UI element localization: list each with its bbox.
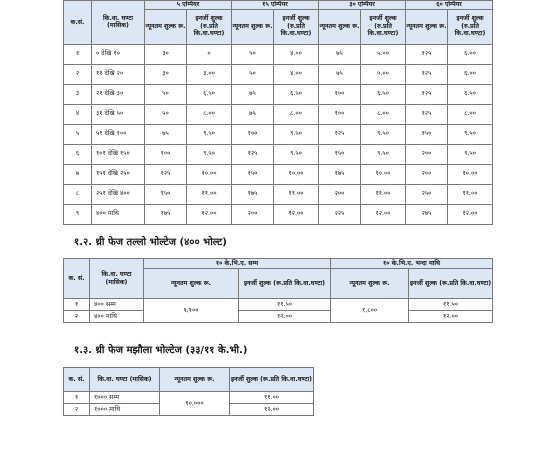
sn-cell: २ [64,404,90,416]
energy-charge-header: इनर्जी शुल्क (रु.प्रति कि.वा.घण्टा) [187,9,232,44]
min-charge-header: न्यूनतम शुल्क रू. [144,269,239,299]
kwh-cell: ५१ देखि १०० [92,124,145,144]
min-charge-cell: ५० [145,84,187,104]
energy-charge-cell: १०.०० [448,164,493,184]
min-charge-cell: ७५ [319,44,361,64]
energy-charge-cell: ६.५० [361,84,406,104]
kwh-cell: ४०० माथि [90,311,144,323]
min-charge-cell: १५० [145,184,187,204]
sn-cell: २ [64,311,90,323]
energy-charge-cell: ८.०० [361,104,406,124]
table-row [64,164,493,184]
min-charge-header: न्यूनतम शुल्क रू. [406,9,448,44]
min-charge-header: न्यूनतम शुल्क रू. [160,368,230,392]
min-charge-cell: १०० [319,104,361,124]
kwh-header: कि.वा. घण्टा (मासिक) [90,368,160,392]
sn-cell: ३ [64,84,92,104]
energy-charge-cell: ६.०० [448,44,493,64]
energy-charge-cell: ११.०० [230,392,314,404]
energy-charge-cell: १०.०० [274,164,319,184]
table-row [64,184,493,204]
min-charge-cell: १०० [145,144,187,164]
kwh-cell: ४०० माथि [92,204,145,224]
energy-charge-cell: ९.५० [274,144,319,164]
min-charge-cell: १०० [232,124,274,144]
sn-cell: २ [64,64,92,84]
energy-charge-cell: १२.०० [187,204,232,224]
min-charge-header: न्यूनतम शुल्क रू. [232,9,274,44]
group-header-15a: १५ एम्पियर [232,1,319,10]
energy-charge-cell: ११.०० [187,184,232,204]
min-charge-cell: १२५ [406,84,448,104]
energy-charge-header: इनर्जी शुल्क (रू.प्रति कि.वा.घण्टा) [239,269,331,299]
energy-charge-cell: ६.०० [448,64,493,84]
kwh-cell: २१ देखि ३० [92,84,145,104]
sn-cell: ८ [64,184,92,204]
energy-charge-cell: ११.५० [409,299,493,311]
energy-charge-cell: ८.०० [274,104,319,124]
section-title-medium-voltage: १.३. थ्री फेज मझौला भोल्टेज (३३/११ के.भी.) [74,345,248,356]
energy-charge-header: इनर्जी शुल्क (रु.प्रति कि.वा.घण्टा) [361,9,406,44]
section-title-low-voltage: १.२. थ्री फेज तल्लो भोल्टेज (४०० भोल्ट) [74,237,227,248]
energy-charge-cell: ९.५० [187,144,232,164]
table-row [64,144,493,164]
min-charge-cell: ५० [232,44,274,64]
kwh-cell: २५१ देखि ४०० [92,184,145,204]
min-charge-cell: १५० [406,124,448,144]
energy-charge-cell: १२.०० [239,311,331,323]
energy-charge-cell: ३.०० [187,64,232,84]
min-charge-header: न्यूनतम शुल्क रू. [319,9,361,44]
energy-charge-cell: ८.०० [448,104,493,124]
energy-charge-cell: ४.०० [274,44,319,64]
tariff-table-medium-voltage [63,367,314,416]
min-charge-cell: २०० [406,164,448,184]
min-charge-cell: ७५ [232,104,274,124]
min-charge-cell: १२५ [145,164,187,184]
energy-charge-cell: ११.०० [361,184,406,204]
min-charge-cell: १०० [319,84,361,104]
energy-charge-cell: १२.०० [448,204,493,224]
min-charge-cell: २२५ [319,204,361,224]
min-charge-header: न्यूनतम शुल्क रू. [331,269,409,299]
energy-charge-cell: ६.५० [187,84,232,104]
energy-charge-cell: १०.०० [361,164,406,184]
energy-charge-cell: ४.०० [274,64,319,84]
table-row [64,64,493,84]
energy-charge-cell: ११.५० [239,299,331,311]
energy-charge-cell: ९.५० [448,144,493,164]
table-row [64,124,493,144]
energy-charge-cell: ११.०० [274,184,319,204]
energy-charge-cell: १०.०० [187,164,232,184]
energy-charge-cell: ९.५० [187,124,232,144]
table-row [64,299,493,311]
min-charge-cell: १२५ [406,44,448,64]
min-charge-cell: ७५ [319,64,361,84]
group-header-60a: ६० एम्पियर [406,1,493,10]
min-charge-cell: १२५ [319,124,361,144]
group-header-30a: ३० एम्पियर [319,1,406,10]
kwh-header: कि.वा. घण्टा (मासिक) [92,1,145,45]
min-charge-cell: २५० [406,184,448,204]
sn-cell: १ [64,392,90,404]
min-charge-cell: ५० [232,64,274,84]
energy-charge-cell: ८.०० [187,104,232,124]
min-charge-cell: ५० [145,104,187,124]
min-charge-cell: १०,००० [160,392,230,416]
min-charge-cell: १२५ [232,144,274,164]
min-charge-cell: ७५ [145,124,187,144]
table-row [64,84,493,104]
kwh-cell: ० देखि १० [92,44,145,64]
energy-charge-cell: १२.०० [409,311,493,323]
kwh-cell: ४०० सम्म [90,299,144,311]
tariff-table-single-phase [63,0,493,225]
min-charge-cell: १५० [319,144,361,164]
energy-charge-header: इनर्जी शुल्क (रु.प्रति कि.वा.घण्टा) [274,9,319,44]
min-charge-cell: १२५ [406,104,448,124]
min-charge-cell: ३० [145,44,187,64]
kwh-cell: ११ देखि २० [92,64,145,84]
sn-cell: ४ [64,104,92,124]
kwh-header: कि.वा. घण्टा (मासिक) [90,259,144,299]
energy-charge-cell: ६.५० [448,84,493,104]
energy-charge-cell: १२.०० [230,404,314,416]
energy-charge-header: इनर्जी शुल्क (रू.प्रति कि.वा.घण्टा) [230,368,314,392]
energy-charge-cell: ९.५० [274,124,319,144]
min-charge-cell: १२५ [406,64,448,84]
energy-charge-cell: ९.५० [361,124,406,144]
energy-charge-header: इनर्जी शुल्क (रु.प्रति कि.वा.घण्टा) [448,9,493,44]
sn-cell: ५ [64,124,92,144]
energy-charge-header: इनर्जी शुल्क (रू.प्रति कि.वा.घण्टा) [409,269,493,299]
sn-cell: ९ [64,204,92,224]
energy-charge-cell: ६.५० [274,84,319,104]
group-header-5a: ५ एम्पियर [145,1,232,10]
table-row [64,44,493,64]
energy-charge-cell: ९.५० [448,124,493,144]
sn-header: क.सं. [64,1,92,45]
kwh-cell: १००० सम्म [90,392,160,404]
energy-charge-cell: ० [187,44,232,64]
tariff-table-body [64,44,493,224]
sn-cell: १ [64,299,90,311]
energy-charge-cell: १२.०० [274,204,319,224]
min-charge-cell: ७५ [232,84,274,104]
energy-charge-cell: ९.५० [361,144,406,164]
min-charge-cell: १,१०० [144,299,239,323]
min-charge-cell: १७५ [145,204,187,224]
tariff-table-low-voltage [63,258,493,323]
table-row [64,104,493,124]
energy-charge-cell: १२.०० [361,204,406,224]
group-header-above-10kva: १० के.भि.ए. भन्दा माथि [331,259,493,269]
energy-charge-cell: ५.०० [361,44,406,64]
min-charge-cell: १,८०० [331,299,409,323]
min-charge-cell: १५० [232,164,274,184]
energy-charge-cell: ५.०० [361,64,406,84]
min-charge-header: न्यूनतम शुल्क रू. [145,9,187,44]
sn-cell: ७ [64,164,92,184]
min-charge-cell: २०० [232,204,274,224]
min-charge-cell: ३० [145,64,187,84]
sn-header: क. सं. [64,259,90,299]
min-charge-cell: १७५ [319,164,361,184]
min-charge-cell: २०० [406,144,448,164]
kwh-cell: १५१ देखि २५० [92,164,145,184]
sn-header: क. सं. [64,368,90,392]
sn-cell: ६ [64,144,92,164]
group-header-upto-10kva: १० के.भि.ए. सम्म [144,259,331,269]
table-row [64,392,314,404]
min-charge-cell: १७५ [232,184,274,204]
table-row [64,204,493,224]
min-charge-cell: २७५ [406,204,448,224]
table-row [64,311,493,323]
sn-cell: १ [64,44,92,64]
min-charge-cell: २०० [319,184,361,204]
kwh-cell: १०१ देखि १५० [92,144,145,164]
energy-charge-cell: ११.०० [448,184,493,204]
kwh-cell: ३१ देखि ५० [92,104,145,124]
kwh-cell: १००० माथि [90,404,160,416]
